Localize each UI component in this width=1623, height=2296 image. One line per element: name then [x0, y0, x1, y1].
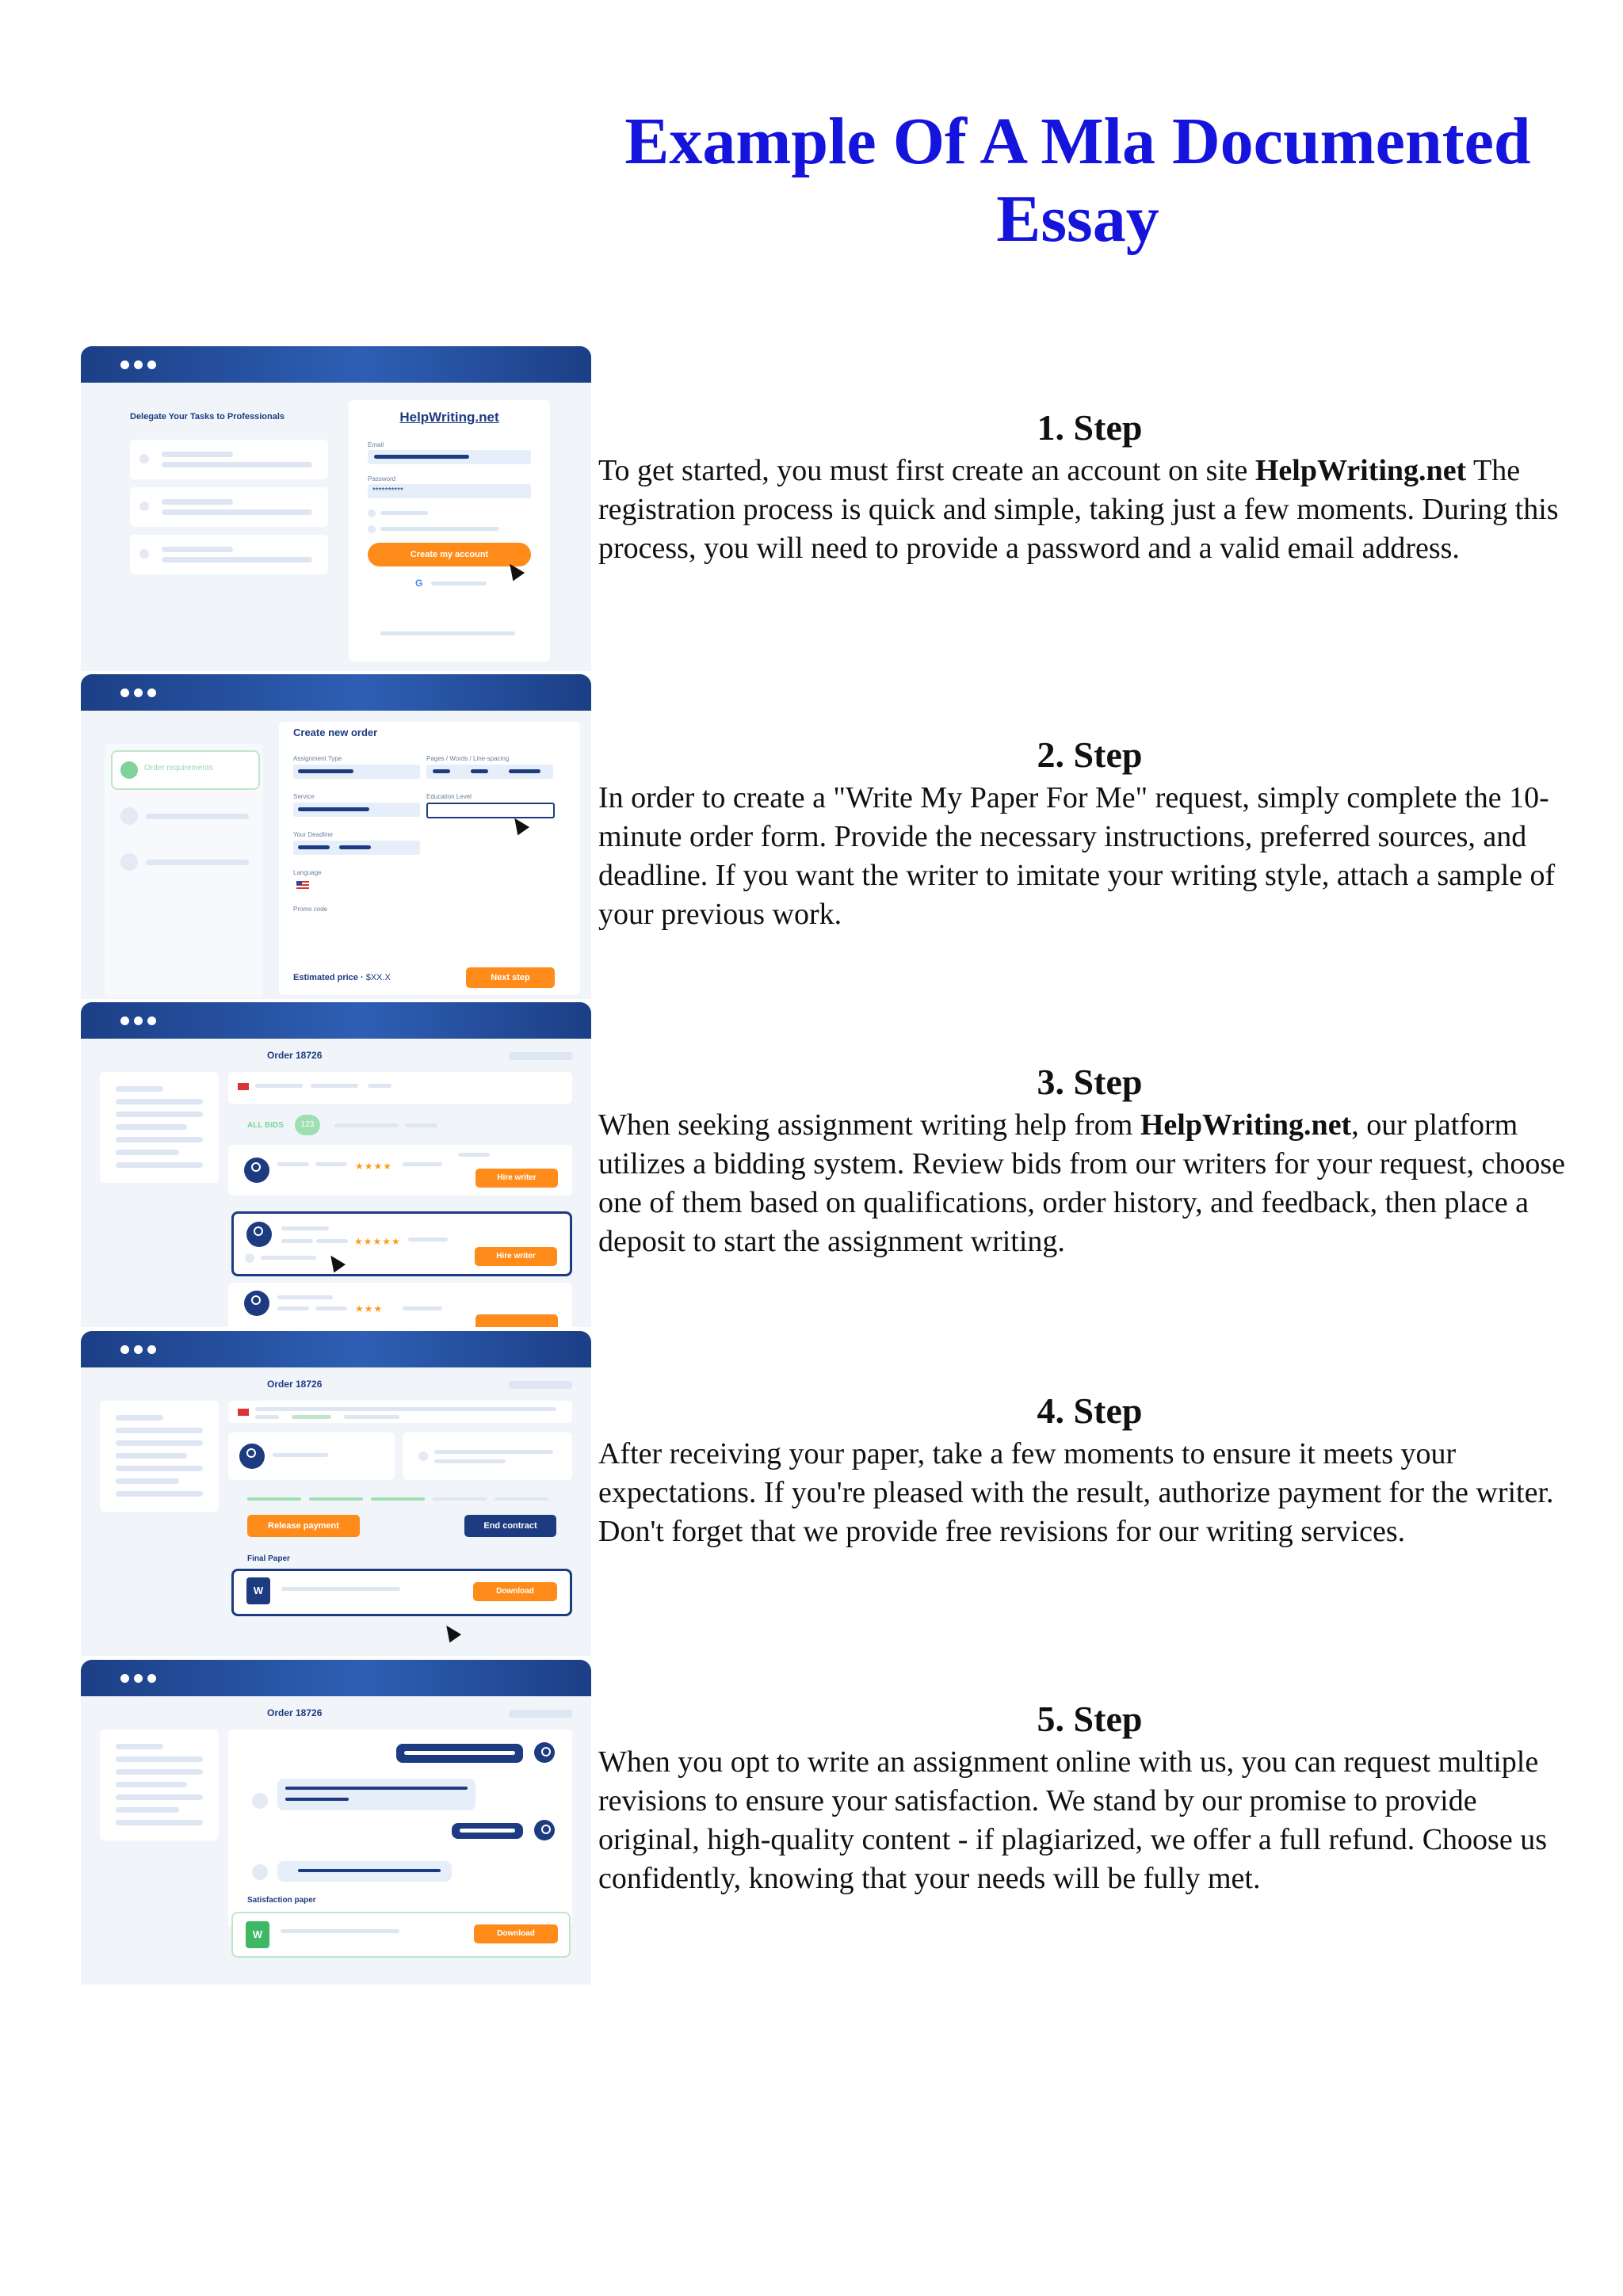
chat-message-out [452, 1823, 523, 1839]
window-dot-icon [120, 1016, 129, 1025]
step-body: After receiving your paper, take a few moments to ensure it meets your expectations. If you're pleased with the result, authorize payment for the writer. Don't forget that we provide free revisions for our writing services. [598, 1437, 1554, 1548]
window-dot-icon [120, 1345, 129, 1354]
user-avatar [534, 1820, 555, 1840]
order-number: Order 18726 [267, 1050, 323, 1061]
step-heading: 3. Step [1037, 1062, 1143, 1102]
feature-card [130, 535, 328, 574]
hire-writer-button[interactable]: Hire writer [475, 1169, 558, 1188]
bid-card [228, 1145, 572, 1196]
all-bids-label: ALL BIDS [247, 1121, 284, 1130]
rating-stars: ★★★★★ [354, 1236, 401, 1247]
assignment-type-select[interactable] [293, 765, 420, 779]
order-summary [228, 1401, 572, 1423]
release-payment-button[interactable]: Release payment [247, 1515, 360, 1537]
window-titlebar [81, 1331, 591, 1367]
window-dot-icon [120, 688, 129, 697]
rating-stars: ★★★★ [355, 1161, 393, 1172]
window-dot-icon [134, 360, 143, 369]
sidebar-item-requirements[interactable]: Order requirements [111, 750, 260, 790]
window-dot-icon [147, 360, 156, 369]
screenshot-revisions [81, 1660, 591, 1985]
window-dot-icon [147, 688, 156, 697]
create-account-button[interactable]: Create my account [368, 543, 531, 566]
checkbox[interactable] [368, 509, 376, 517]
delegate-heading: Delegate Your Tasks to Professionals [130, 412, 285, 421]
window-titlebar [81, 346, 591, 383]
order-sidebar [105, 744, 263, 997]
deadline-field[interactable] [293, 841, 420, 855]
bid-count-badge: 123 [295, 1115, 320, 1135]
window-dot-icon [147, 1345, 156, 1354]
brand-link[interactable]: HelpWriting.net [1254, 454, 1467, 487]
window-dot-icon [134, 1016, 143, 1025]
order-form-heading: Create new order [293, 727, 378, 738]
rating-stars: ★★★ [355, 1303, 384, 1314]
order-sidebar [100, 1072, 219, 1183]
step-5 [598, 1697, 1581, 1898]
step-body: In order to create a "Write My Paper For Me" request, simply complete the 10-minute order form. Provide the necessary instructions, preferred sources, and deadline. If you want the writer to imitate your writing style, attach a sample of your previous work. [598, 781, 1556, 931]
service-select[interactable] [293, 803, 420, 817]
bid-card-selected[interactable] [231, 1211, 572, 1276]
window-dot-icon [134, 1345, 143, 1354]
step-heading: 4. Step [1037, 1390, 1143, 1431]
screenshot-order-form [81, 674, 591, 999]
us-flag-icon [296, 881, 309, 889]
hire-writer-button[interactable] [475, 1314, 558, 1327]
chat-message-in [277, 1779, 475, 1810]
screenshot-registration [81, 346, 591, 671]
order-sidebar [100, 1401, 219, 1512]
window-dot-icon [134, 1674, 143, 1683]
step-body: When you opt to write an assignment online with us, you can request multiple revisions to ensure your satisfaction. We stand by our promise to provide original, high-quality content - if plagiarized, we offer a full refund. Choose us confidently, knowing that your needs will be fully met. [598, 1745, 1547, 1895]
estimated-price: Estimated price · $XX.X [293, 973, 391, 982]
step-heading: 5. Step [1037, 1699, 1143, 1739]
email-field[interactable] [368, 450, 531, 464]
window-titlebar [81, 674, 591, 711]
window-dot-icon [134, 688, 143, 697]
end-contract-button[interactable]: End contract [464, 1515, 556, 1537]
word-doc-icon: W [246, 1921, 269, 1948]
flag-icon [238, 1409, 249, 1416]
window-dot-icon [147, 1674, 156, 1683]
password-field[interactable]: ********** [368, 484, 531, 498]
feature-card [130, 440, 328, 479]
step-4 [598, 1389, 1581, 1551]
step-heading: 1. Step [1037, 407, 1143, 448]
bid-card [228, 1283, 572, 1327]
education-level-select[interactable] [426, 803, 555, 818]
satisfaction-paper-label: Satisfaction paper [247, 1896, 316, 1905]
window-titlebar [81, 1002, 591, 1039]
cursor-icon [441, 1622, 461, 1643]
chat-message-in [277, 1861, 452, 1882]
window-titlebar [81, 1660, 591, 1696]
writer-avatar [244, 1158, 269, 1183]
next-step-button[interactable]: Next step [466, 967, 555, 988]
check-icon [120, 761, 138, 779]
pages-stepper[interactable] [426, 765, 553, 779]
order-summary [228, 1072, 572, 1104]
step-body: When seeking assignment writing help from HelpWriting.net, our platform utilizes a bidding system. Review bids from our writers for your request, choose one of them based on qualifications, order history, and feedback, then place a deposit to start the assignment writing. [598, 1108, 1565, 1258]
status-card [403, 1432, 572, 1480]
order-number: Order 18726 [267, 1707, 323, 1718]
page-title: Example Of A Mla Documented Essay [624, 105, 1531, 256]
google-icon[interactable]: G [415, 578, 423, 589]
window-dot-icon [120, 360, 129, 369]
order-sidebar [100, 1730, 219, 1840]
window-dot-icon [120, 1674, 129, 1683]
final-paper-label: Final Paper [247, 1554, 290, 1563]
brand-link[interactable]: HelpWriting.net [1140, 1108, 1352, 1142]
order-number: Order 18726 [267, 1379, 323, 1390]
step-body: To get started, you must first create an account on site HelpWriting.net The registration process is quick and simple, taking just a few moments. During this process, you will need to provide a password and a valid email address. [598, 454, 1559, 565]
writer-avatar [244, 1291, 269, 1316]
word-doc-icon: W [246, 1577, 270, 1604]
final-paper-file[interactable] [231, 1569, 572, 1616]
chat-message-out [396, 1744, 523, 1763]
signup-form: HelpWriting.net Email Password ********** Create my account G [349, 400, 550, 662]
feature-card [130, 487, 328, 527]
step-2 [598, 733, 1581, 934]
step-1 [598, 406, 1581, 568]
satisfaction-paper-file[interactable] [231, 1912, 571, 1958]
download-button[interactable]: Download [474, 1924, 558, 1943]
screenshot-final-paper [81, 1331, 591, 1656]
brand-logo: HelpWriting.net [399, 410, 499, 425]
checkbox[interactable] [368, 525, 376, 533]
writer-avatar [246, 1222, 272, 1247]
user-avatar [534, 1742, 555, 1763]
order-form: Create new order Assignment Type Pages / Words / Line-spacing Service Education Level Your Deadline Language Promo code Estimated price · $XX.X Next step [279, 722, 580, 995]
hire-writer-button[interactable]: Hire writer [475, 1247, 557, 1266]
screenshot-bids [81, 1002, 591, 1327]
writer-card [228, 1432, 395, 1480]
window-dot-icon [147, 1016, 156, 1025]
step-heading: 2. Step [1037, 734, 1143, 775]
flag-icon [238, 1083, 249, 1090]
download-button[interactable]: Download [473, 1582, 557, 1601]
step-3 [598, 1060, 1581, 1261]
writer-avatar [239, 1444, 265, 1469]
